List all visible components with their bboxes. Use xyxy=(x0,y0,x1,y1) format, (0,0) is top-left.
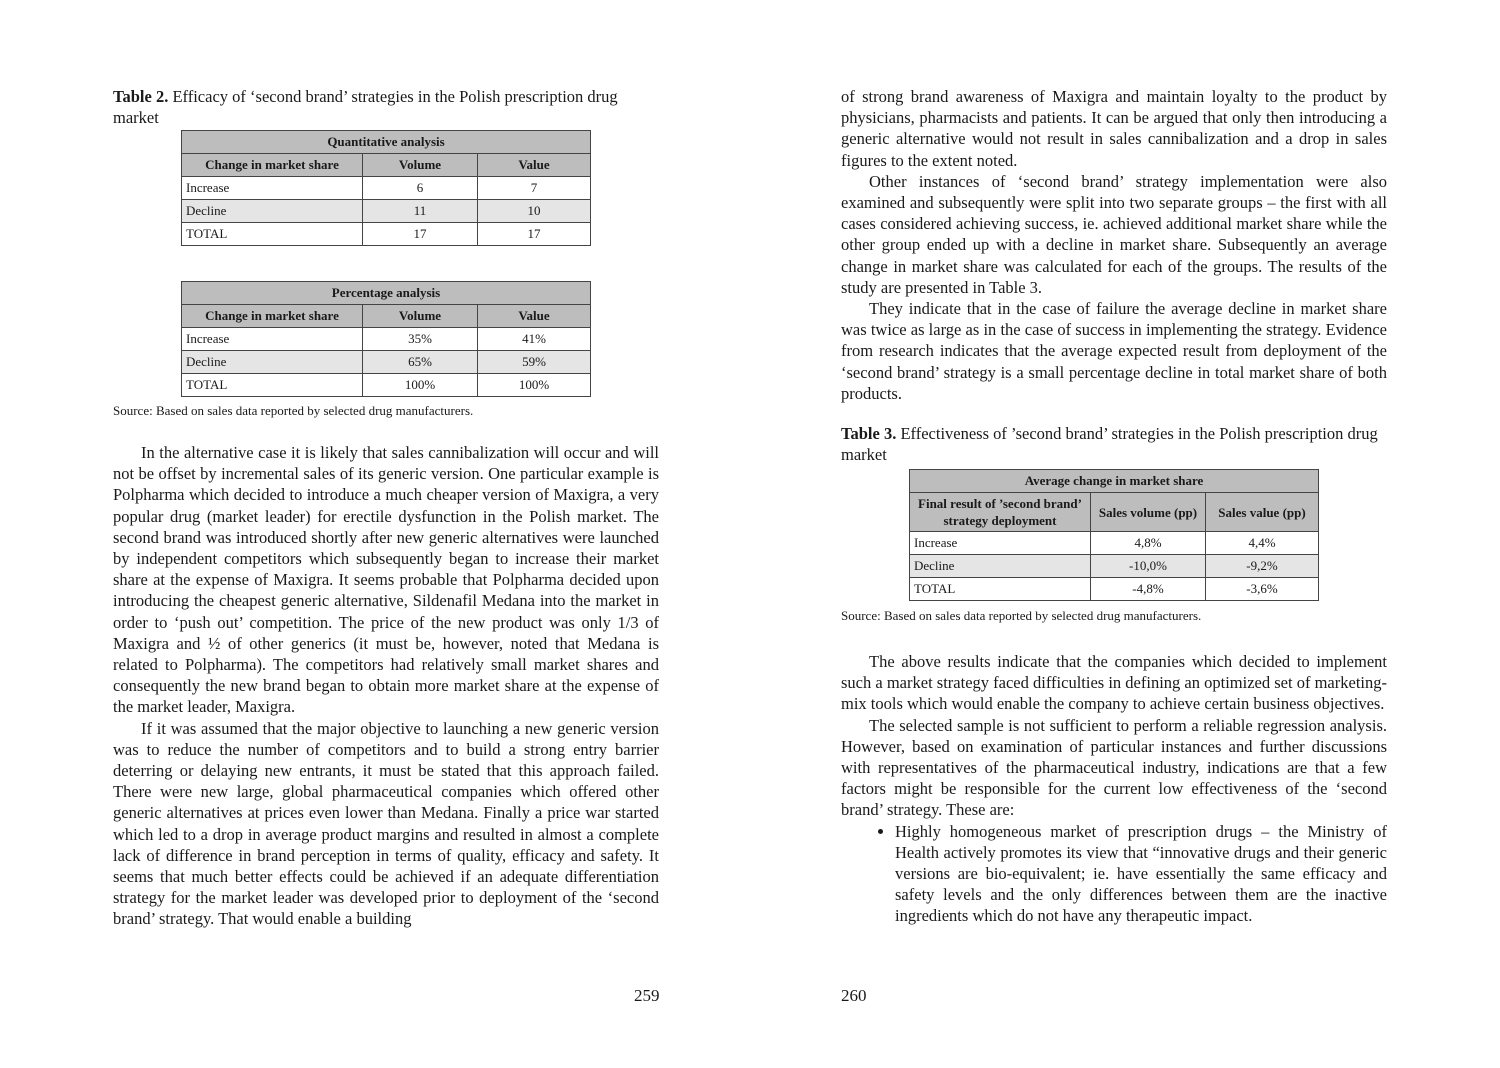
table-cell: 10 xyxy=(478,200,591,223)
table-cell: Increase xyxy=(182,177,363,200)
table-cell: 41% xyxy=(478,328,591,351)
table-cell: TOTAL xyxy=(182,374,363,397)
table-cell: Increase xyxy=(910,532,1091,555)
table2-quantitative xyxy=(181,130,591,246)
table3-source: Source: Based on sales data reported by selected drug manufacturers. xyxy=(841,608,1202,624)
list-item: • Highly homogeneous market of prescription drugs – the Ministry of Health actively promotes its view that “innovative drugs and their generic versions are bio-equivalent; ie. have essentially the same efficacy and safety levels and the only differences between them are the inactive ingredients which do not have any therapeutic impact. xyxy=(895,821,1387,927)
table-title: Percentage analysis xyxy=(182,282,591,305)
table-cell: 6 xyxy=(363,177,478,200)
table-cell: 17 xyxy=(363,223,478,246)
table3 xyxy=(909,469,1319,601)
table-row xyxy=(182,374,591,397)
table-cell: 100% xyxy=(478,374,591,397)
table3-caption xyxy=(841,423,1387,465)
left-column xyxy=(113,86,659,930)
table-cell: Decline xyxy=(910,555,1091,578)
table-row xyxy=(910,555,1319,578)
left-body-text xyxy=(113,442,659,930)
right-column xyxy=(841,86,1387,927)
table-cell: TOTAL xyxy=(182,223,363,246)
table-cell: -3,6% xyxy=(1206,578,1319,601)
table-cell: Decline xyxy=(182,200,363,223)
column-header: Sales value (pp) xyxy=(1206,493,1319,532)
table-cell: -10,0% xyxy=(1091,555,1206,578)
paragraph: of strong brand awareness of Maxigra and maintain loyalty to the product by physicians, pharmacists and patients. It can be argued that only then introducing a generic alternative would not result in sales cannibalization and a drop in sales figures to the extent noted. xyxy=(841,87,1387,170)
column-header: Change in market share xyxy=(182,154,363,177)
table-row xyxy=(182,351,591,374)
column-header: Final result of ’second brand’ strategy deployment xyxy=(910,493,1091,532)
right-body-text xyxy=(841,651,1387,927)
right-page xyxy=(750,0,1500,1068)
table-cell: TOTAL xyxy=(910,578,1091,601)
paragraph: If it was assumed that the major objective to launching a new generic version was to reduce the number of competitors and to build a strong entry barrier deterring or delaying new entrants, it must be stated that this approach failed. There were new large, global pharmaceutical companies which offered other generic alternatives at prices even lower than Medana. Finally a price war started which led to a drop in average product margins and resulted in almost a complete lack of difference in brand perception in terms of quality, efficacy and safety. It seems that much better effects could be achieved if an adequate differentiation strategy for the market leader was developed prior to deployment of the ‘second brand’ strategy. That would enable a building xyxy=(113,718,659,929)
column-header: Sales volume (pp) xyxy=(1091,493,1206,532)
page-number: 259 xyxy=(634,986,660,1005)
table3-caption-text: Effectiveness of ’second brand’ strategies in the Polish prescription drug market xyxy=(841,424,1378,465)
table2-caption-text: Efficacy of ‘second brand’ strategies in the Polish prescription drug market xyxy=(113,87,618,127)
table-cell: 7 xyxy=(478,177,591,200)
table-title: Quantitative analysis xyxy=(182,131,591,154)
paragraph: The selected sample is not sufficient to perform a reliable regression analysis. However, based on examination of particular instances and further discussions with representatives of the pharmaceutical industry, indications are that a few factors might be responsible for the current low effectiveness of the ‘second brand’ strategy. These are: xyxy=(841,715,1387,820)
table-cell: 35% xyxy=(363,328,478,351)
table-row xyxy=(182,223,591,246)
table-title: Average change in market share xyxy=(910,470,1319,493)
paragraph: They indicate that in the case of failure the average decline in market share was twice as large as in the case of success in implementing the strategy. Evidence from research indicates that the average expected result from deployment of the ‘second brand’ strategy is a small percentage decline in total market share of both products. xyxy=(841,299,1387,403)
table2-caption xyxy=(113,86,659,128)
table-cell: 17 xyxy=(478,223,591,246)
table-row xyxy=(182,177,591,200)
column-header: Volume xyxy=(363,154,478,177)
table-row xyxy=(910,578,1319,601)
table2-percentage xyxy=(181,281,591,397)
table2-caption-label: Table 2. xyxy=(113,87,169,106)
table-row xyxy=(182,200,591,223)
column-header: Volume xyxy=(363,305,478,328)
table-cell: -4,8% xyxy=(1091,578,1206,601)
table-cell: -9,2% xyxy=(1206,555,1319,578)
column-header: Value xyxy=(478,305,591,328)
paragraph: In the alternative case it is likely that sales cannibalization will occur and will not be offset by incremental sales of its generic version. One particular example is Polpharma which decided to introduce a much cheaper version of Maxigra, a very popular drug (market leader) for erectile dysfunction in the Polish market. The second brand was introduced shortly after new generic alternatives were launched by independent competitors which subsequently began to increase their market share at the expense of Maxigra. It seems probable that Polpharma decided upon introducing the cheapest generic alternative, Sildenafil Medana into the market in order to ‘push out’ competition. The price of the new product was only 1/3 of Maxigra and ½ of other generics (it must be, however, noted that Medana is related to Polpharma). The competitors had relatively small market shares and consequently the new brand began to obtain more market share at the expense of the market leader, Maxigra. xyxy=(113,443,659,717)
column-header: Value xyxy=(478,154,591,177)
table-cell: 65% xyxy=(363,351,478,374)
page-number: 260 xyxy=(841,986,867,1005)
table-cell: 4,8% xyxy=(1091,532,1206,555)
table-cell: 59% xyxy=(478,351,591,374)
table-row xyxy=(182,328,591,351)
paragraph: Other instances of ‘second brand’ strategy implementation were also examined and subsequently were split into two separate groups – the first with all cases considered achieving success, ie. achieved additional market share while the other group ended up with a decline in market share. Subsequently an average change in market share was calculated for each of the groups. The results of the study are presented in Table 3. xyxy=(841,171,1387,297)
table3-caption-label: Table 3. xyxy=(841,424,897,444)
table-cell: 100% xyxy=(363,374,478,397)
table-row xyxy=(910,532,1319,555)
table-cell: Decline xyxy=(182,351,363,374)
bullet-list xyxy=(841,821,1387,927)
column-header: Change in market share xyxy=(182,305,363,328)
paragraph: The above results indicate that the companies which decided to implement such a market strategy faced difficulties in defining an optimized set of marketing-mix tools which would enable the company to achieve certain business objectives. xyxy=(841,652,1387,714)
table2-source: Source: Based on sales data reported by selected drug manufacturers. xyxy=(113,403,474,418)
table-cell: 11 xyxy=(363,200,478,223)
table-cell: 4,4% xyxy=(1206,532,1319,555)
table-cell: Increase xyxy=(182,328,363,351)
